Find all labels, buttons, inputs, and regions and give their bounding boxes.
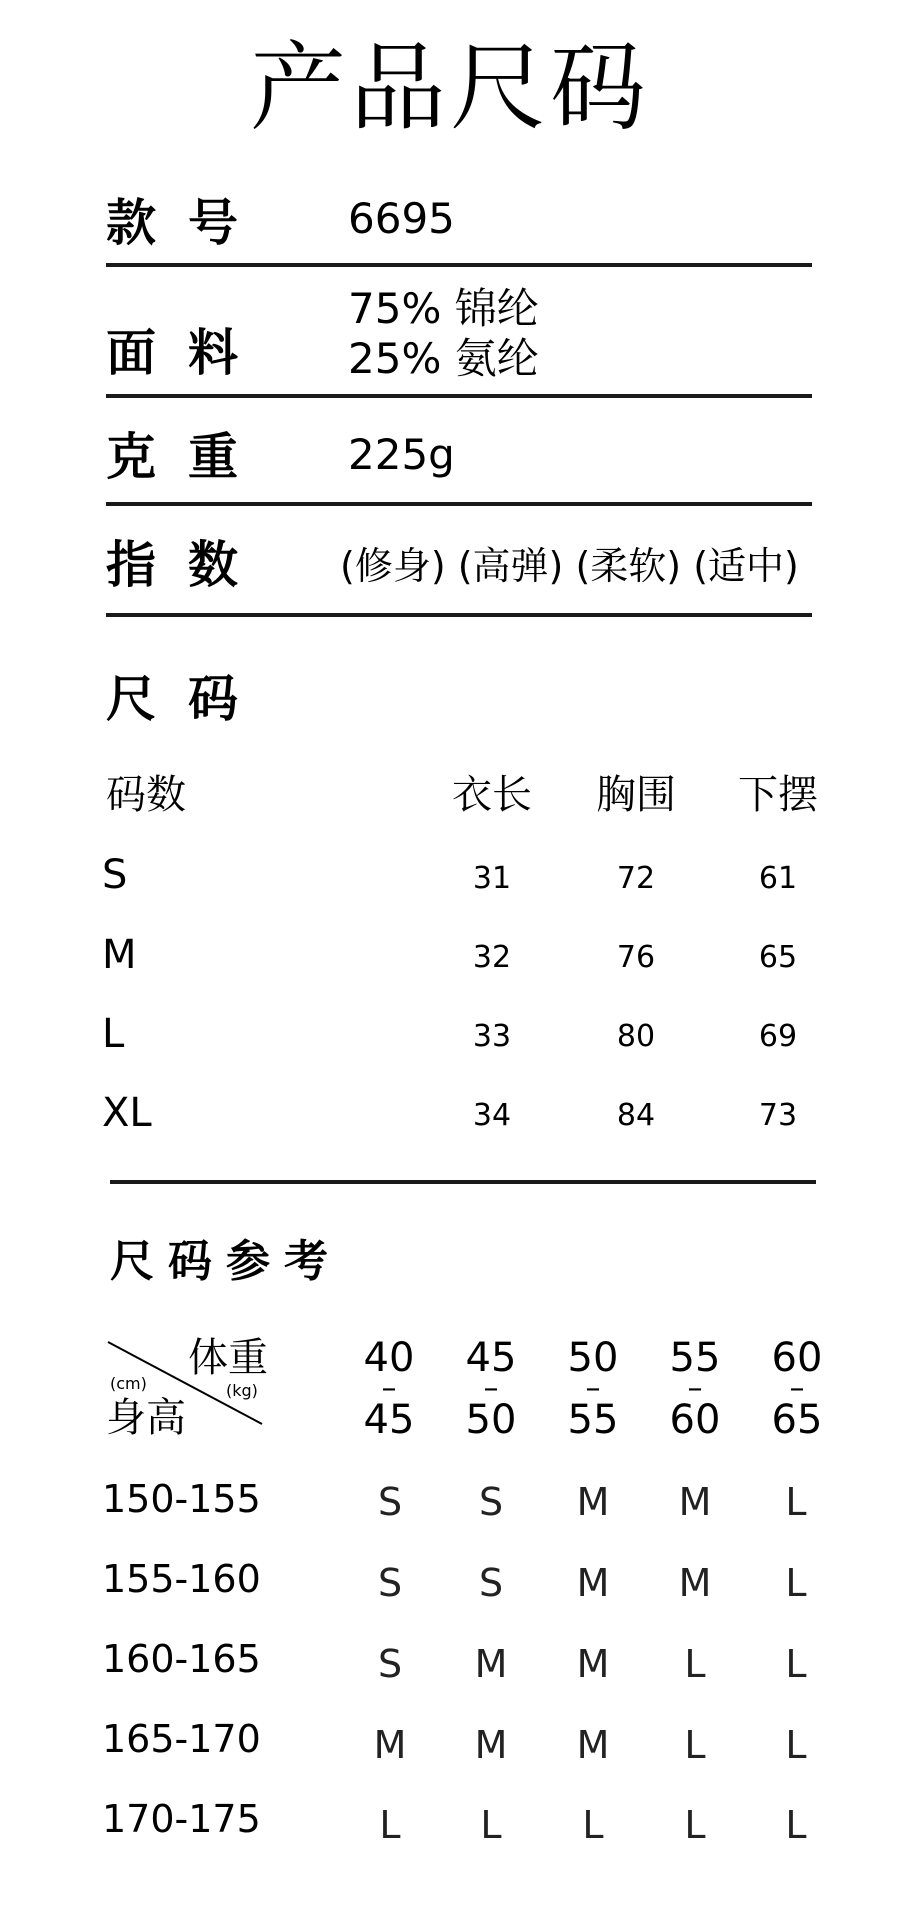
height-range: 170-175 (102, 1797, 261, 1841)
recommended-size: S (377, 1480, 403, 1524)
size-chart-cell-length: 33 (472, 1019, 512, 1054)
page-title: 产品尺码 (250, 32, 650, 144)
weight-range-to: 60 (669, 1397, 721, 1443)
weight-range: 45 – 50 (465, 1335, 517, 1443)
weight-range: 50 – 55 (567, 1335, 619, 1443)
spec-value-weight: 225g (348, 430, 455, 479)
size-chart-cell-length: 34 (472, 1098, 512, 1133)
size-chart-cell-hem: 65 (758, 940, 798, 975)
size-chart-row-size: L (102, 1011, 125, 1057)
weight-range-from: 40 (363, 1335, 415, 1381)
size-chart-cell-length: 31 (472, 861, 512, 896)
weight-range: 40 – 45 (363, 1335, 415, 1443)
spec-label-weight: 克重 (106, 428, 270, 486)
size-chart-header-size: 码数 (106, 772, 186, 818)
corner-height-unit: (cm) (110, 1374, 147, 1393)
size-chart-row-size: S (102, 852, 128, 898)
spec-value-fabric-line1: 75% 锦纶 (348, 284, 539, 333)
corner-height-label: 身高 (106, 1395, 186, 1441)
recommended-size: L (379, 1803, 401, 1847)
size-chart-cell-hem: 61 (758, 861, 798, 896)
recommended-size: M (373, 1723, 407, 1767)
size-chart-header-length: 衣长 (452, 772, 532, 818)
recommended-size: M (576, 1561, 610, 1605)
weight-range-from: 60 (771, 1335, 823, 1381)
recommended-size: L (684, 1642, 706, 1686)
recommended-size: M (678, 1480, 712, 1524)
recommended-size: L (785, 1480, 807, 1524)
weight-range: 55 – 60 (669, 1335, 721, 1443)
recommended-size: L (785, 1642, 807, 1686)
recommended-size: L (684, 1723, 706, 1767)
spec-label-style-no: 款号 (106, 194, 270, 252)
size-chart-heading: 尺码 (106, 670, 270, 728)
size-chart-cell-length: 32 (472, 940, 512, 975)
weight-range-from: 45 (465, 1335, 517, 1381)
spec-label-fabric: 面料 (106, 324, 270, 382)
spec-value-index: (修身) (高弹) (柔软) (适中) (340, 544, 799, 588)
recommended-size: S (478, 1561, 504, 1605)
weight-range-to: 65 (771, 1397, 823, 1443)
weight-range-to: 45 (363, 1397, 415, 1443)
size-chart-header-chest: 胸围 (596, 772, 676, 818)
size-chart-cell-chest: 80 (616, 1019, 656, 1054)
corner-weight-label: 体重 (188, 1335, 268, 1381)
weight-range: 60 – 65 (771, 1335, 823, 1443)
height-range: 160-165 (102, 1637, 261, 1681)
recommended-size: L (785, 1803, 807, 1847)
recommended-size: M (474, 1723, 508, 1767)
corner-weight-unit: (kg) (226, 1381, 258, 1400)
spec-label-index: 指数 (106, 536, 270, 594)
recommended-size: S (478, 1480, 504, 1524)
size-chart-header-hem: 下摆 (738, 772, 818, 818)
recommended-size: L (785, 1561, 807, 1605)
recommended-size: M (678, 1561, 712, 1605)
height-range: 155-160 (102, 1557, 261, 1601)
divider (106, 502, 812, 506)
recommended-size: S (377, 1642, 403, 1686)
divider (106, 263, 812, 267)
recommended-size: M (576, 1480, 610, 1524)
weight-range-to: 50 (465, 1397, 517, 1443)
recommended-size: M (474, 1642, 508, 1686)
spec-value-style-no: 6695 (348, 194, 455, 243)
weight-range-from: 50 (567, 1335, 619, 1381)
divider (106, 613, 812, 617)
recommended-size: M (576, 1723, 610, 1767)
size-reference-heading: 尺码参考 (110, 1236, 342, 1287)
recommended-size: M (576, 1642, 610, 1686)
size-chart-cell-chest: 84 (616, 1098, 656, 1133)
divider (110, 1180, 816, 1184)
size-chart-cell-chest: 72 (616, 861, 656, 896)
weight-range-from: 55 (669, 1335, 721, 1381)
size-chart-cell-hem: 73 (758, 1098, 798, 1133)
size-chart-row-size: M (102, 932, 137, 978)
height-range: 165-170 (102, 1717, 261, 1761)
spec-value-fabric-line2: 25% 氨纶 (348, 334, 539, 383)
divider (106, 394, 812, 398)
size-chart-cell-hem: 69 (758, 1019, 798, 1054)
size-chart-cell-chest: 76 (616, 940, 656, 975)
recommended-size: L (480, 1803, 502, 1847)
recommended-size: L (684, 1803, 706, 1847)
height-range: 150-155 (102, 1477, 261, 1521)
size-chart-row-size: XL (102, 1090, 152, 1136)
recommended-size: L (785, 1723, 807, 1767)
recommended-size: S (377, 1561, 403, 1605)
recommended-size: L (582, 1803, 604, 1847)
weight-range-to: 55 (567, 1397, 619, 1443)
